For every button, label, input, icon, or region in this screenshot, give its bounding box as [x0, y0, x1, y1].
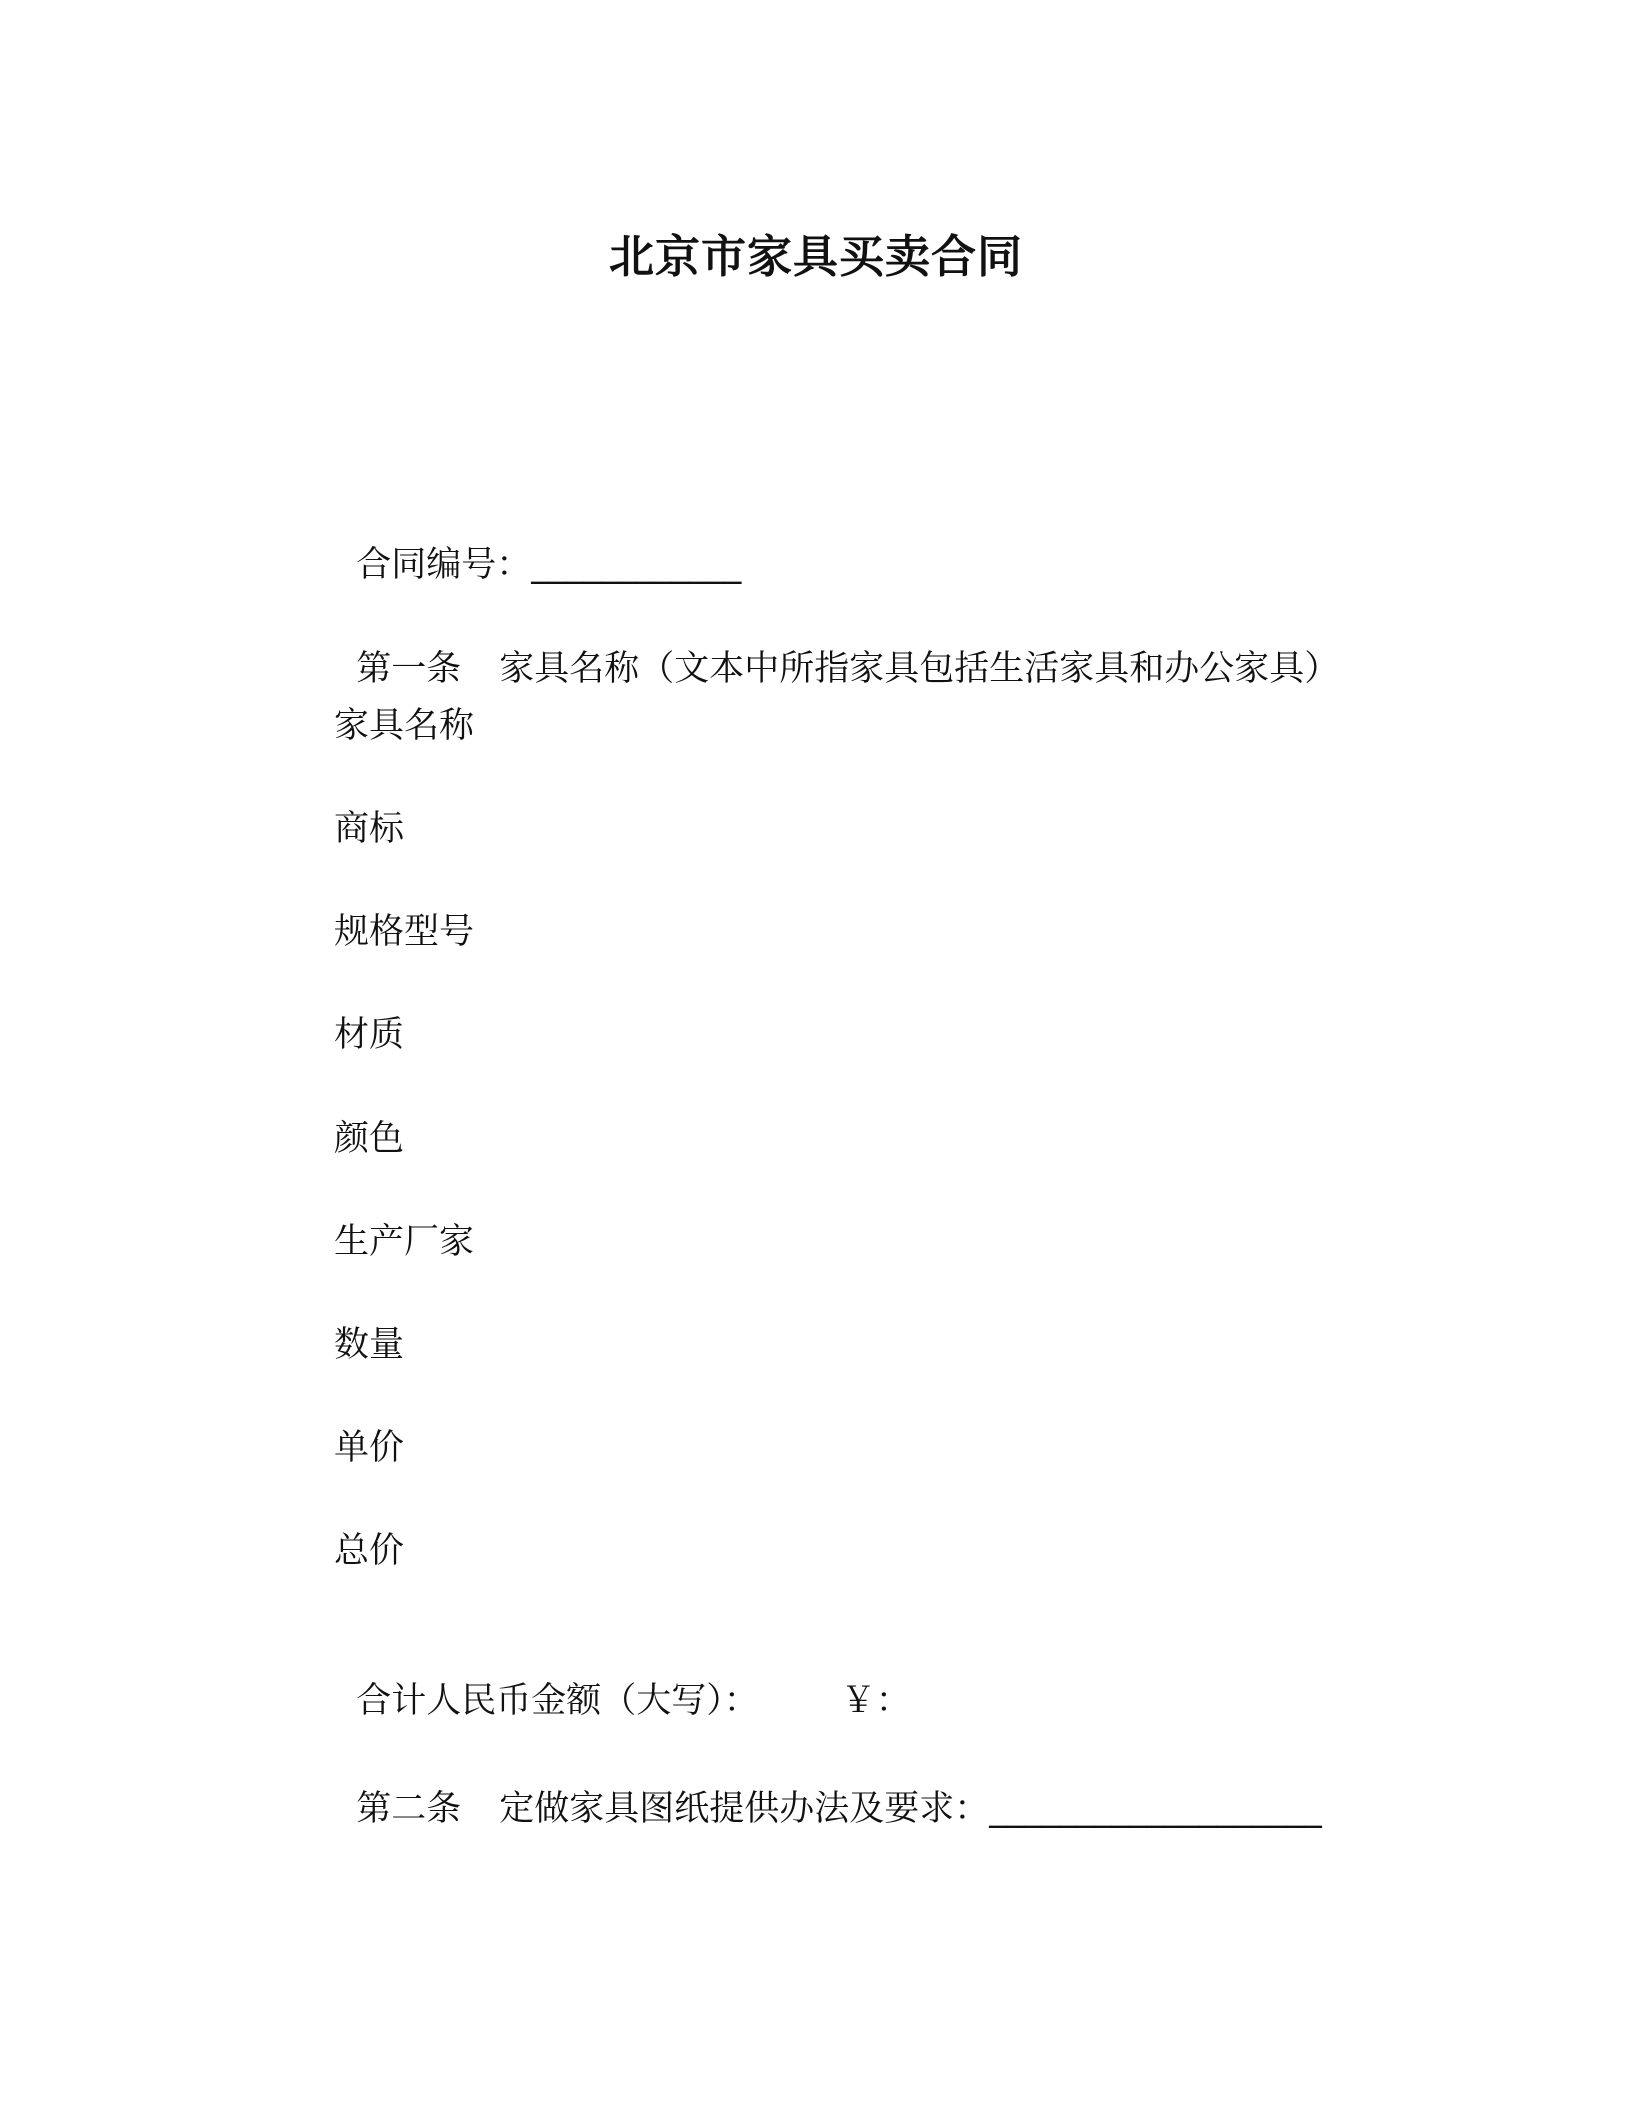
article-2 — [334, 1740, 1322, 1832]
field-unit-price: 单价 — [334, 1428, 405, 1468]
field-material: 材质 — [334, 1015, 405, 1055]
total-amount-label: 合计人民币金额（大写）： — [356, 1681, 759, 1721]
article-2-blank: ___________________ — [989, 1789, 1322, 1829]
article-1-number: 第一条 — [356, 649, 462, 689]
field-total-price: 总价 — [334, 1531, 405, 1571]
article-2-number: 第二条 — [356, 1789, 462, 1829]
field-manufacturer: 生产厂家 — [334, 1222, 475, 1262]
total-amount-currency: ￥： — [840, 1681, 911, 1721]
article-1 — [334, 600, 1339, 692]
field-specification: 规格型号 — [334, 912, 475, 952]
contract-number-blank: ____________ — [531, 545, 742, 585]
document-title: 北京市家具买卖合同 — [608, 230, 1023, 283]
contract-number-label: 合同编号： — [356, 545, 532, 585]
total-amount-line — [334, 1632, 911, 1724]
contract-number-line — [334, 496, 741, 588]
article-2-text: 定做家具图纸提供办法及要求： — [499, 1789, 990, 1829]
article-1-text: 家具名称（文本中所指家具包括生活家具和办公家具） — [499, 649, 1340, 689]
field-color: 颜色 — [334, 1119, 405, 1159]
field-trademark: 商标 — [334, 809, 405, 849]
field-furniture-name: 家具名称 — [334, 706, 475, 746]
field-quantity: 数量 — [334, 1325, 405, 1365]
